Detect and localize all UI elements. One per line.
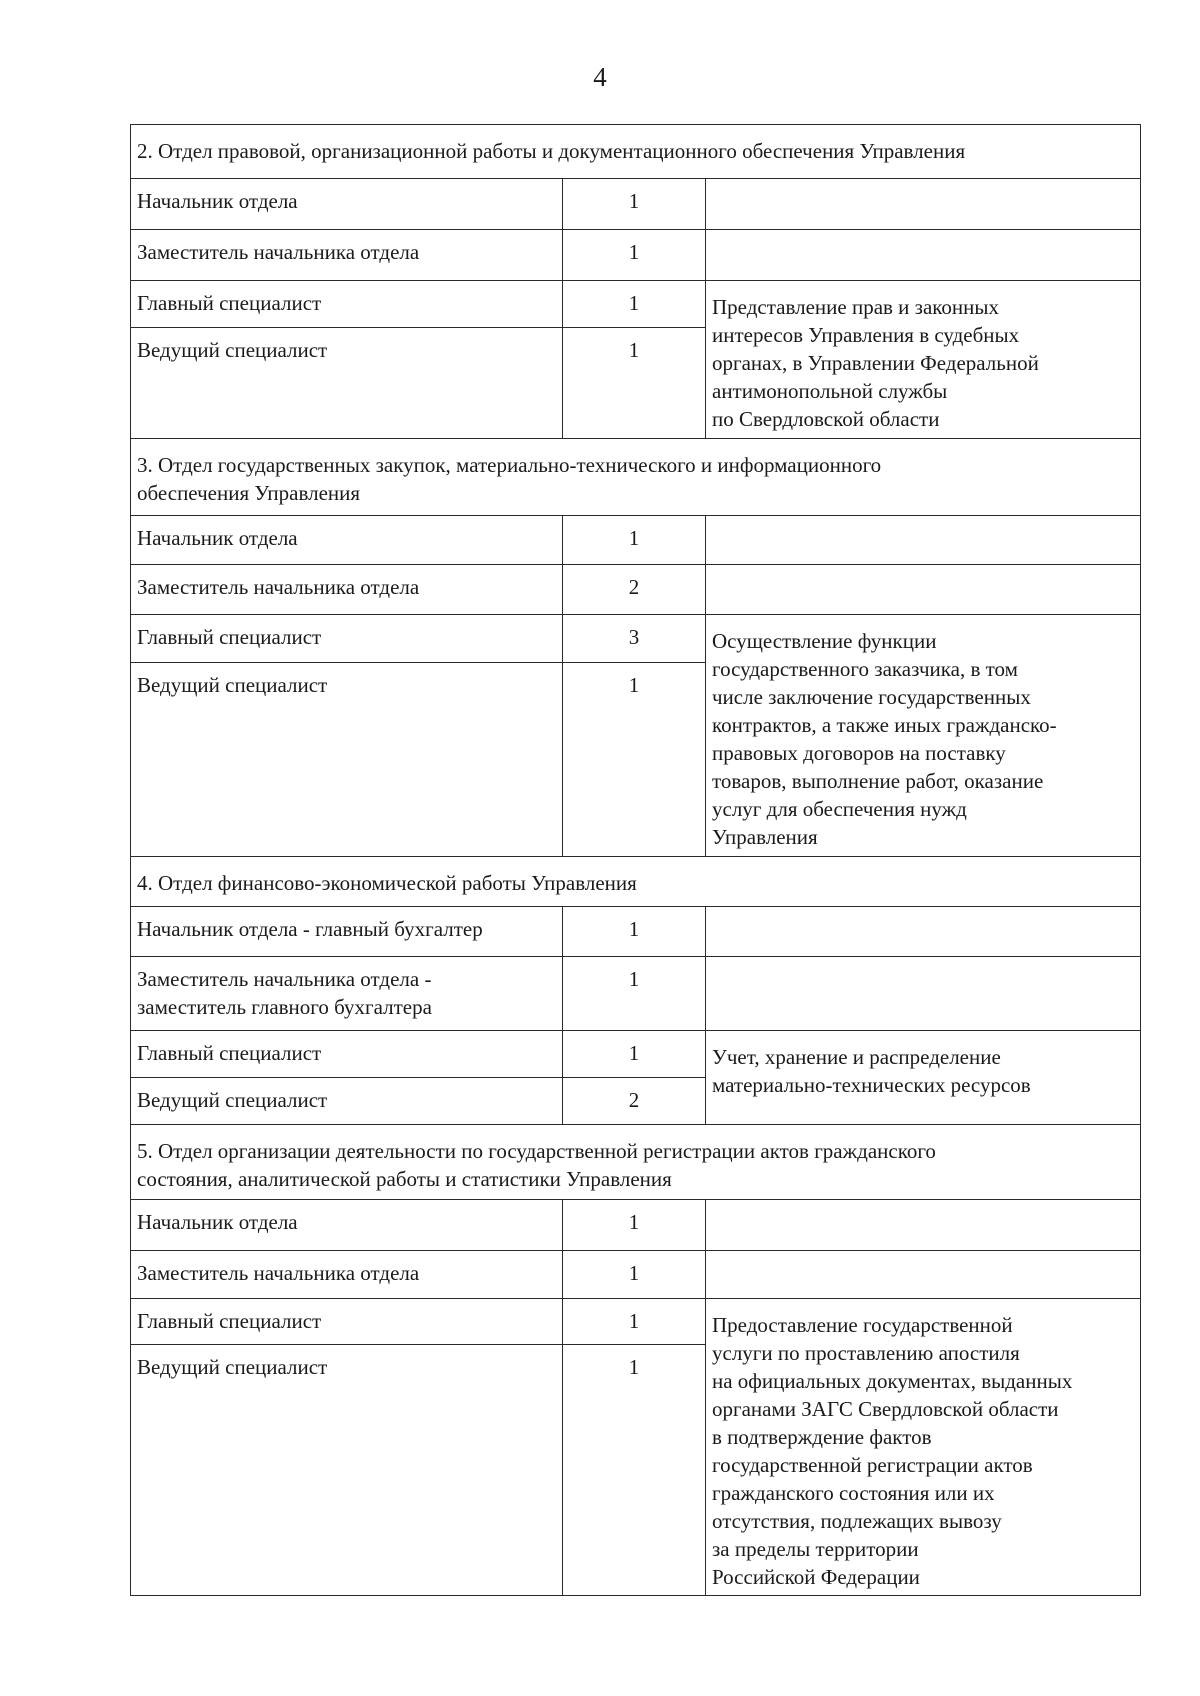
position-count: 1: [563, 179, 706, 230]
position-name: Ведущий специалист: [131, 1344, 563, 1595]
table-row: [131, 1299, 1141, 1345]
position-name: Ведущий специалист: [131, 663, 563, 857]
function-description: Учет, хранение и распределение материально-технических ресурсов: [706, 1031, 1141, 1125]
position-count: 1: [563, 516, 706, 565]
section-header-row: [131, 857, 1141, 907]
table-row: [131, 1251, 1141, 1299]
table-row: [131, 565, 1141, 615]
position-count: 1: [563, 230, 706, 281]
section-header-row: [131, 439, 1141, 516]
position-count: 1: [563, 1344, 706, 1595]
position-count: 1: [563, 1031, 706, 1078]
position-count: 1: [563, 663, 706, 857]
position-name: Главный специалист: [131, 1031, 563, 1078]
function-cell-empty: [706, 230, 1141, 281]
section-title: 3. Отдел государственных закупок, материально-технического и информационного обеспечения Управления: [131, 439, 1141, 516]
function-description: Представление прав и законных интересов Управления в судебных органах, в Управлении Федеральной антимонопольной службы по Свердловской области: [706, 281, 1141, 439]
position-name: Главный специалист: [131, 281, 563, 328]
function-cell-empty: [706, 957, 1141, 1031]
position-name: Заместитель начальника отдела: [131, 565, 563, 615]
function-cell-empty: [706, 565, 1141, 615]
position-count: 2: [563, 1078, 706, 1125]
table-row: [131, 230, 1141, 281]
function-cell-empty: [706, 907, 1141, 957]
function-description: Предоставление государственной услуги по проставлению апостиля на официальных документах, выданных органами ЗАГС Свердловской области в подтверждение фактов государственной регистрации актов гражданского состояния или их отсутствия, подлежащих вывозу за пределы территории Российской Федерации: [706, 1299, 1141, 1596]
table-row: [131, 957, 1141, 1031]
position-name: Главный специалист: [131, 1299, 563, 1345]
section-title: 4. Отдел финансово-экономической работы Управления: [131, 857, 1141, 907]
function-cell-empty: [706, 179, 1141, 230]
table-row: [131, 281, 1141, 328]
position-name: Главный специалист: [131, 615, 563, 663]
position-name: Начальник отдела: [131, 1200, 563, 1251]
function-cell-empty: [706, 1251, 1141, 1299]
position-name: Начальник отдела: [131, 179, 563, 230]
table-row: [131, 1031, 1141, 1078]
position-count: 1: [563, 1299, 706, 1345]
position-name: Заместитель начальника отдела: [131, 1251, 563, 1299]
section-title: 2. Отдел правовой, организационной работы и документационного обеспечения Управления: [131, 125, 1141, 179]
position-name: Начальник отдела: [131, 516, 563, 565]
table-row: [131, 1200, 1141, 1251]
position-name: Начальник отдела - главный бухгалтер: [131, 907, 563, 957]
table-row: [131, 615, 1141, 663]
function-cell-empty: [706, 1200, 1141, 1251]
table-row: [131, 516, 1141, 565]
position-count: 1: [563, 907, 706, 957]
function-cell-empty: [706, 516, 1141, 565]
position-count: 1: [563, 1200, 706, 1251]
function-description: Осуществление функции государственного заказчика, в том числе заключение государственных контрактов, а также иных гражданско- правовых договоров на поставку товаров, выполнение работ, оказание услуг для обеспечения нужд Управления: [706, 615, 1141, 857]
position-count: 1: [563, 328, 706, 439]
table-row: [131, 907, 1141, 957]
position-name: Заместитель начальника отдела - заместитель главного бухгалтера: [131, 957, 563, 1031]
section-header-row: [131, 125, 1141, 179]
position-name: Ведущий специалист: [131, 1078, 563, 1125]
staff-table: [130, 124, 1141, 1596]
position-count: 1: [563, 281, 706, 328]
page-number: 4: [593, 62, 607, 92]
section-header-row: [131, 1125, 1141, 1200]
position-name: Ведущий специалист: [131, 328, 563, 439]
position-count: 3: [563, 615, 706, 663]
table-row: [131, 179, 1141, 230]
position-count: 1: [563, 957, 706, 1031]
position-name: Заместитель начальника отдела: [131, 230, 563, 281]
position-count: 2: [563, 565, 706, 615]
section-title: 5. Отдел организации деятельности по государственной регистрации актов гражданского состояния, аналитической работы и статистики Управления: [131, 1125, 1141, 1200]
position-count: 1: [563, 1251, 706, 1299]
